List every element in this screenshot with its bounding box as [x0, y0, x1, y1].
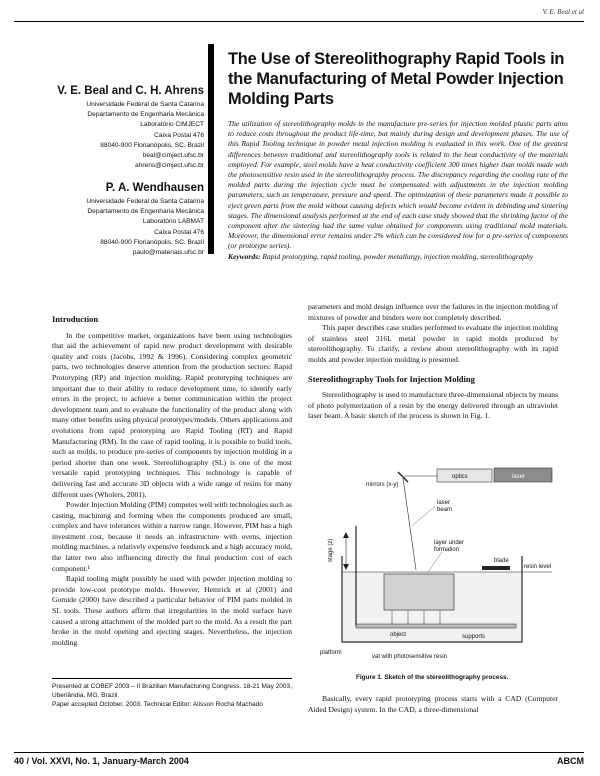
paragraph: Stereolithography is used to manufacture three-dimensional objects by means of photo polymerization of a resin by the energy delivered through an ultraviolet laser beam. A basic sketch of the process is shown in Fig. 1. [308, 390, 558, 421]
paragraph: In the competitive market, organizations have been using technologies that aid the achievement of rapid new product development with desirable quality and costs (Jacobs, 1992 & 1996). Considering complex geometric parts, two technologies deserve attention from the production sectors: Rapid Prototyping (RP) and injection molding. Rapid prototyping techniques are important due to their ability to reduce development time, to identify early errors in the project, to achieve a better communication within the project development team and to evaluate the functionality of the product along with many other benefits using physical prototypes/models. Others applications and evolutions from rapid prototyping are Rapid Tooling (RT) and Rapid Manufacturing (RM). In the case of rapid tooling, it is possible to build tools, such as molds, to produce pre-series of components by injection molding in a period shorter than one week. Stereolithography (SL) is one of the most versatile rapid prototyping techniques. This technology is capable of delivering fast and accurate 3D objects with a wide range of resins for many different uses (Wholers, 2001). [52, 330, 292, 499]
paper-title: The Use of Stereolithography Rapid Tools in the Manufacturing of Metal Powder Injection Molding Parts [228, 50, 565, 108]
affiliation-line: Caixa Postal 476 [154, 131, 204, 139]
blade-label: blade [494, 558, 509, 564]
affiliation-line: Laboratório LABMAT [142, 218, 204, 226]
paragraph: Basically, every rapid prototyping process starts with a CAD (Computer Aided Design) system. In the CAD, a three-dimensional [308, 694, 558, 714]
resin-level-label: resin level [524, 564, 552, 570]
abstract-text: The utilization of stereolithography molds in the manufacture pre-series for injection molded plastic parts aims to reduce costs throughout the product life-time, but mainly during design and development phases. The use of this Rapid Tooling technique in powder metal injection molding is evaluated in this work. One of the greatest differences between traditional and stereolithography tools is related to the heat conductivity of the materials employed. For example, steel molds have a heat conductivity coefficient 300 times higher than molds made with the photosensitive resin used in the stereolithography process. The discrepancy regarding the cooling rate of the molded parts during the injection cycle must be compensated with adjustments in the injection molding parameters, such as temperature, pressure and speed. The optimization of these parameters made it possible to eject green parts from the mold without causing defects which would become evident in debinding and sintering stages. The dimensional analysis performed at the end of each case study showed that the shrinking factor of the component after the sintering had the same value obtained for components using traditional mold materials. Moreover, the dimensional error remains under 2% which can be considered low for a pre-series of components (or prototype series). [228, 119, 568, 251]
author-email[interactable]: beal@cimject.ufsc.br [142, 152, 204, 160]
mirror-icon [398, 472, 408, 482]
blade [482, 566, 510, 570]
paragraph: Rapid tooling might possibly be used with powder injection molding to provide low-cost prototype molds. However, Hemrick et al (2001) and Gomide (2000) have described a particular behavior of PIM parts molded in SL tools. These authors affirm that irregularities in the mold surface have caused a strong attachment of the molded part to the mold. As a result the part broke in the mold opening and ejecting stages. Nevertheless, the injection molding [52, 574, 292, 647]
affiliation-line: 88040-900 Florianópolis, SC. Brazil [100, 238, 204, 246]
object-part [384, 574, 454, 610]
footnote-line: Paper accepted October, 2003. Technical Editor: Alisson Rocha Machado [52, 701, 263, 708]
footnote-line: Presented at COBEF 2003 – II Brazilian Manufacturing Congress. 18-21 May 2003, Uberlândia, MG. Brazil. [52, 683, 292, 699]
object-label: object [390, 632, 407, 638]
affiliation-line: Departamento de Engenharia Mecânica [87, 208, 204, 216]
author-block-2 [52, 181, 204, 258]
stage-label: stage (z) [328, 538, 334, 562]
affiliation-line: Universidade Federal de Santa Catarina [86, 101, 204, 108]
abstract [228, 119, 568, 262]
author-email[interactable]: ahrens@cimject.ufsc.br [135, 162, 204, 170]
keywords-label: Keywords: [228, 251, 261, 261]
author-name: P. A. Wendhausen [105, 182, 204, 194]
keywords: Rapid prototyping, rapid tooling, powder metallurgy, injection molding, stereolithography [262, 251, 534, 261]
platform-label: platform [320, 650, 342, 656]
paragraph: This paper describes case studies performed to evaluate the injection molding of stainless steel 316L metal powder in rapid molds produced by stereolithography. To clarify, a review about stereolithography with its rapid molds and powder injection molding is presented. [308, 323, 558, 364]
footer-rule [14, 752, 584, 753]
running-author: V. E. Beal et al [542, 8, 584, 16]
affiliation-line: Caixa Postal 476 [154, 228, 204, 236]
supports-label: supports [462, 634, 486, 640]
mirrors-label: mirrors (x-y) [366, 482, 399, 488]
footnote-rule [52, 678, 292, 679]
platform [356, 624, 516, 628]
beam-label: laser beam [437, 500, 453, 513]
footer-page-ref: 40 / Vol. XXVI, No. 1, January-March 2004 [14, 756, 189, 766]
optics-label: optics [452, 474, 468, 480]
paragraph: parameters and mold design influence over the failures in the injection molding of mixtures of powder and binders were not completely described. [308, 302, 558, 322]
author-block-1 [52, 84, 204, 171]
affiliation-line: Departamento de Engenharia Mecânica [87, 111, 204, 119]
paragraph: Powder Injection Molding (PIM) competes well with technologies such as casting, machining and forming when the components produced are small, complex and have tolerances within a narrow range. However, PIM has a high investment cost, because it needs an infrastructure with ovens, injection molding machines, a relatively expensive feedstock and a high accuracy mold, the latter two also influencing directly the final production cost of each component.¹ [52, 500, 292, 573]
header-rule [14, 21, 584, 22]
right-column [308, 302, 558, 422]
footnote [52, 682, 292, 709]
left-column [52, 314, 292, 648]
section-heading: Stereolithography Tools for Injection Molding [308, 373, 475, 384]
layer-label: layer under formation [434, 540, 465, 553]
title-vertical-rule [208, 44, 214, 254]
stereolithography-figure [312, 466, 562, 666]
laser-label: laser [512, 474, 526, 480]
author-email[interactable]: paulo@materiais.ufsc.br [132, 249, 204, 257]
intro-heading: Introduction [52, 314, 99, 324]
affiliation-line: Universidade Federal de Santa Catarina [86, 198, 204, 205]
vat-label: vat with photosensitive resin [372, 654, 448, 660]
affiliation-line: Laboratório CIMJECT [140, 121, 204, 129]
author-name: V. E. Beal and C. H. Ahrens [57, 85, 204, 97]
figure-caption: Figure 1. Sketch of the stereolithography process. [356, 674, 509, 681]
footer-journal: ABCM [557, 756, 584, 766]
right-column-bottom [308, 694, 558, 715]
affiliation-line: 88040-900 Florianópolis, SC. Brazil [100, 141, 204, 149]
